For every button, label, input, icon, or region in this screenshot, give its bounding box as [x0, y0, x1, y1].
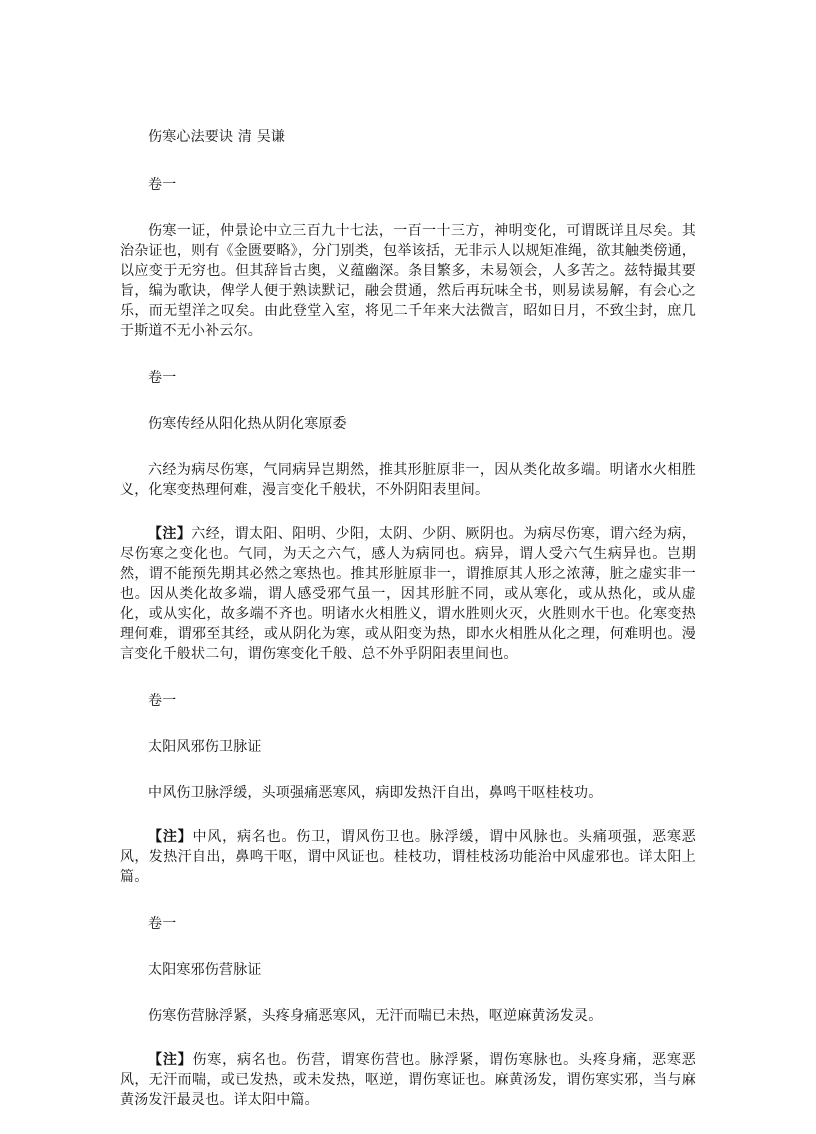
verse-paragraph: 伤寒伤营脉浮紧，头疼身痛恶寒风，无汗而喘已未热，呕逆麻黄汤发灵。: [148, 1008, 603, 1024]
volume-label: 卷一: [148, 693, 177, 709]
volume-label: 卷一: [148, 916, 177, 932]
note-label: 【注】: [148, 1052, 193, 1068]
verse-paragraph: 中风伤卫脉浮缓，头项强痛恶寒风，病即发热汗自出，鼻鸣干呕桂枝功。: [148, 785, 603, 801]
section-heading: 太阳风邪伤卫脉证: [148, 739, 262, 755]
section-heading: 伤寒传经从阳化热从阴化寒原委: [148, 416, 347, 432]
note-paragraph: [120, 524, 696, 664]
document-title: 伤寒心法要诀 清 吴谦: [148, 129, 286, 145]
note-paragraph: [120, 1050, 696, 1110]
section-heading: 太阳寒邪伤营脉证: [148, 962, 262, 978]
note-label: 【注】: [148, 526, 192, 542]
document-page: [120, 127, 696, 1134]
note-text: 六经，谓太阳、阳明、少阳，太阴、少阴、厥阴也。为病尽伤寒，谓六经为病，尽伤寒之变化也。气同，为天之六气，感人为病同也。病异，谓人受六气生病异也。岂期然，谓不能预先期其必然之寒热也。推其形脏原非一，谓推原其人形之浓薄，脏之虚实非一也。因从类化故多端，谓人感受邪气虽一，因其形脏不同，或从寒化，或从热化，或从虚化，或从实化，故多端不齐也。明诸水火相胜义，谓水胜则火灭，火胜则水干也。化寒变热理何难，谓邪至其经，或从阴化为寒，或从阳变为热，即水火相胜从化之理，何难明也。漫言变化千般状二句，谓伤寒变化千般、总不外乎阴阳表里间也。: [120, 526, 696, 662]
preface-paragraph: 伤寒一证，仲景论中立三百九十七法，一百一十三方，神明变化，可谓既详且尽矣。其治杂证也，则有《金匮要略》，分门别类，包举该括，无非示人以规矩准绳，欲其触类傍通，以应变于无穷也。但其辞旨古奥，义蕴幽深。条目繁多，未易领会，人多苦之。兹特撮其要旨，编为歌诀，俾学人便于熟读默记，融会贯通，然后再玩味全书，则易读易解，有会心之乐，而无望洋之叹矣。由此登堂入室，将见二千年来大法微言，昭如日月，不致尘封，庶几于斯道不无小补云尔。: [120, 223, 696, 339]
note-label: 【注】: [148, 829, 193, 845]
verse-paragraph: 六经为病尽伤寒，气同病异岂期然，推其形脏原非一，因从类化故多端。明诸水火相胜义，化寒变热理何难，漫言变化千般状，不外阴阳表里间。: [120, 462, 696, 498]
volume-label: 卷一: [148, 370, 177, 386]
note-text: 伤寒，病名也。伤营，谓寒伤营也。脉浮紧，谓伤寒脉也。头疼身痛，恶寒恶风，无汗而喘，或已发热，或未发热，呕逆，谓伤寒证也。麻黄汤发，谓伤寒实邪，当与麻黄汤发汗最灵也。详太阳中篇。: [120, 1052, 696, 1108]
note-text: 中风，病名也。伤卫，谓风伤卫也。脉浮缓，谓中风脉也。头痛项强，恶寒恶风，发热汗自出，鼻鸣干呕，谓中风证也。桂枝功，谓桂枝汤功能治中风虚邪也。详太阳上篇。: [120, 829, 696, 885]
note-paragraph: [120, 827, 696, 887]
volume-label: 卷一: [148, 177, 177, 193]
